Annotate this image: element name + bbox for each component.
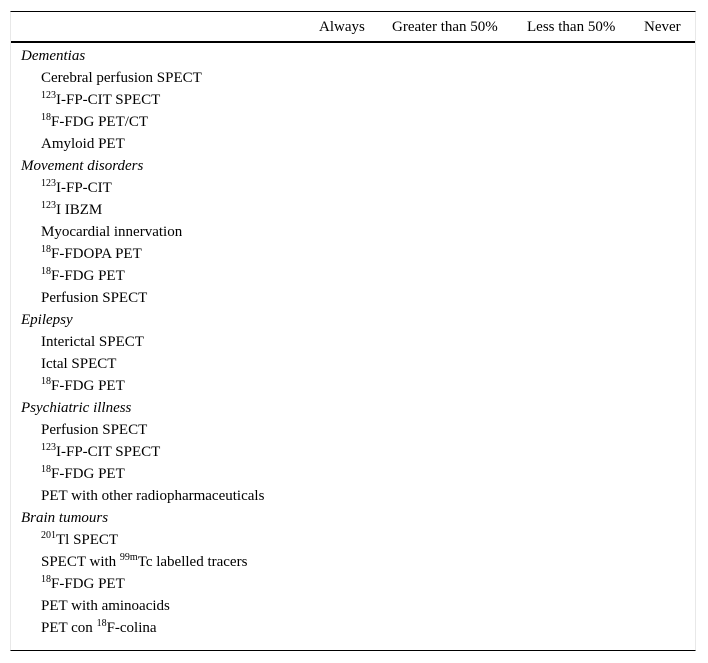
isotope-mass-number: 18 (41, 464, 51, 475)
row-label: F-FDG PET (51, 466, 125, 482)
isotope-mass-number: 201 (41, 530, 56, 541)
table-row (11, 331, 695, 353)
category-label: Brain tumours (21, 510, 109, 526)
isotope-mass-number: 123 (41, 200, 56, 211)
table-row (11, 287, 695, 309)
table-row (11, 133, 695, 155)
table-row (11, 419, 695, 441)
table-row (11, 353, 695, 375)
row-label: Myocardial innervation (41, 224, 183, 240)
table-header (11, 12, 695, 43)
table-row (11, 551, 695, 573)
row-label: Ictal SPECT (41, 356, 117, 372)
isotope-mass-number: 99m (119, 552, 138, 563)
header-less-than-50: Less than 50% (527, 19, 616, 35)
isotope-mass-number: 123 (41, 442, 56, 453)
table-row (11, 265, 695, 287)
table-row (11, 199, 695, 221)
row-label: Cerebral perfusion SPECT (41, 70, 202, 86)
category-label: Psychiatric illness (21, 400, 132, 416)
row-label: PET with other radiopharmaceuticals (41, 488, 265, 504)
row-label: F-FDOPA PET (51, 246, 142, 262)
row-label: Tl SPECT (56, 532, 119, 548)
category-label: Epilepsy (21, 312, 73, 328)
isotope-mass-number: 18 (96, 618, 107, 629)
isotope-mass-number: 18 (41, 376, 51, 387)
table-row (11, 221, 695, 243)
table-row (11, 617, 695, 639)
row-prefix: SPECT with (41, 554, 120, 570)
row-label: Tc labelled tracers (137, 554, 248, 570)
category-row (11, 45, 695, 67)
row-label: Perfusion SPECT (41, 422, 148, 438)
isotope-mass-number: 123 (41, 90, 56, 101)
category-row (11, 309, 695, 331)
row-label: I IBZM (56, 202, 103, 218)
header-greater-than-50: Greater than 50% (392, 19, 498, 35)
table-row (11, 375, 695, 397)
table-row (11, 463, 695, 485)
row-label: F-colina (106, 620, 157, 636)
table-row (11, 67, 695, 89)
row-label: Perfusion SPECT (41, 290, 148, 306)
category-label: Dementias (21, 48, 86, 64)
row-label: F-FDG PET/CT (51, 114, 149, 130)
category-label: Movement disorders (21, 158, 144, 174)
isotope-mass-number: 18 (41, 266, 51, 277)
isotope-mass-number: 18 (41, 574, 51, 585)
table-row (11, 595, 695, 617)
survey-table (10, 11, 696, 651)
category-row (11, 507, 695, 529)
table-row (11, 89, 695, 111)
table-row (11, 573, 695, 595)
row-label: I-FP-CIT SPECT (56, 444, 161, 460)
table-row (11, 243, 695, 265)
isotope-mass-number: 18 (41, 244, 51, 255)
table-row (11, 441, 695, 463)
row-label: Amyloid PET (41, 136, 125, 152)
row-label: I-FP-CIT SPECT (56, 92, 161, 108)
row-label: PET with aminoacids (41, 598, 170, 614)
row-label: Interictal SPECT (41, 334, 144, 350)
table-row (11, 111, 695, 133)
table-row (11, 529, 695, 551)
row-label: I-FP-CIT (56, 180, 112, 196)
table-row (11, 485, 695, 507)
table-row (11, 177, 695, 199)
isotope-mass-number: 123 (41, 178, 56, 189)
row-label: F-FDG PET (51, 576, 125, 592)
header-always: Always (319, 19, 365, 35)
header-never: Never (644, 19, 681, 35)
row-prefix: PET con (41, 620, 97, 636)
isotope-mass-number: 18 (41, 112, 51, 123)
table-body (11, 45, 695, 639)
category-row (11, 397, 695, 419)
row-label: F-FDG PET (51, 268, 125, 284)
category-row (11, 155, 695, 177)
row-label: F-FDG PET (51, 378, 125, 394)
